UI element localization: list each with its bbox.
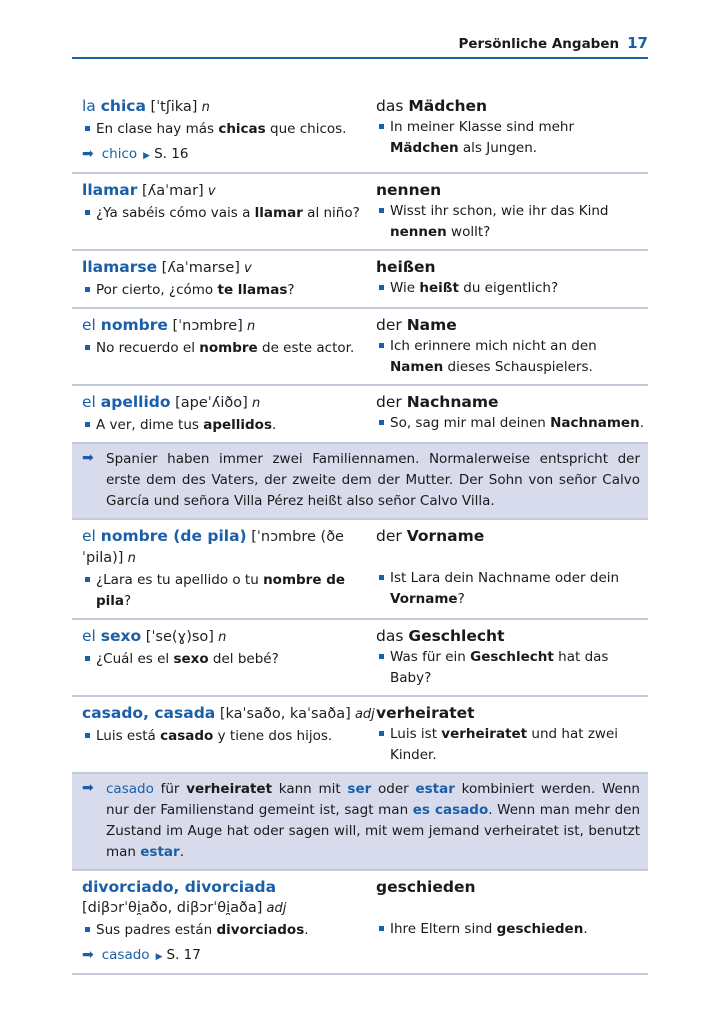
headword: llamarse (82, 258, 158, 276)
example-es: Luis está casado y tiene dos hijos. (82, 726, 376, 747)
cross-reference[interactable]: ➡ casado ▶ S. 17 (82, 947, 201, 963)
example-es: Por cierto, ¿cómo te llamas? (82, 280, 376, 301)
article-de: der (376, 316, 407, 334)
example-es: A ver, dime tus apellidos. (82, 415, 376, 436)
part-of-speech: n (247, 396, 261, 411)
pronunciation: [ʎaˈmarse] (157, 260, 240, 276)
arrow-right-icon: ➡ (82, 947, 94, 963)
headword-de: heißen (376, 258, 436, 276)
entry-chica (72, 90, 648, 174)
header-rule (72, 57, 648, 59)
article: el (82, 316, 101, 334)
example-de: Wie heißt du eigentlich? (376, 278, 644, 299)
headword-de: Vorname (406, 527, 485, 545)
example-es: Sus padres están divorciados. (82, 920, 376, 941)
pronunciation: [ˈnɔmbre (ðe ˈpila)] (82, 529, 344, 566)
cross-reference[interactable]: ➡ chico ▶ S. 16 (82, 146, 189, 162)
example-es: ¿Lara es tu apellido o tu nombre de pila? (82, 570, 376, 612)
part-of-speech: v (203, 184, 216, 199)
entry-nombre (72, 309, 648, 386)
entry-casado (72, 697, 648, 774)
example-es: ¿Ya sabéis cómo vais a llamar al niño? (82, 203, 376, 224)
headword: apellido (100, 393, 171, 411)
entry-apellido (72, 386, 648, 444)
article-de: der (376, 393, 407, 411)
example-de: In meiner Klasse sind mehr Mädchen als Jungen. (376, 117, 644, 159)
arrow-right-icon: ➡ (82, 780, 94, 796)
headword-de: Name (406, 316, 457, 334)
arrow-right-icon: ➡ (82, 146, 94, 162)
part-of-speech: adj (350, 707, 375, 722)
entry-llamar (72, 174, 648, 251)
example-de: So, sag mir mal deinen Nachnamen. (376, 413, 644, 434)
headword-de: Geschlecht (408, 627, 505, 645)
example-de: Ist Lara dein Nachname oder dein Vorname? (376, 568, 644, 610)
headword: casado, casada (82, 704, 216, 722)
entry-sexo (72, 620, 648, 697)
note-text: casado für verheiratet kann mit ser oder estar kombiniert werden. Wenn nur der Familienstand gemeint ist, sagt man es casado. Wenn man mehr den Zustand im Auge hat oder sagen will, mit wem jemand verheiratet ist, benutzt man estar. (106, 781, 640, 860)
pronunciation: [ˈnɔmbre] (167, 318, 243, 334)
page-number: 17 (627, 34, 648, 52)
entry-divorciado (72, 871, 648, 975)
example-de: Ich erinnere mich nicht an den Namen dieses Schauspielers. (376, 336, 644, 378)
info-note-casado (72, 774, 648, 871)
note-text: Spanier haben immer zwei Familiennamen. Normalerweise entspricht der erste dem des Vaters, der zweite dem der Mutter. Der Sohn von señor Calvo García und señora Villa Pérez heißt also señor Calvo Villa. (106, 451, 640, 509)
article: el (82, 627, 101, 645)
headword: sexo (100, 627, 142, 645)
triangle-right-icon: ▶ (143, 151, 151, 161)
article-de: das (376, 627, 409, 645)
headword-de: geschieden (376, 878, 476, 896)
arrow-right-icon: ➡ (82, 450, 94, 466)
article: el (82, 393, 101, 411)
vocabulary-list (72, 90, 648, 975)
headword-de: nennen (376, 181, 442, 199)
example-de: Was für ein Geschlecht hat das Baby? (376, 647, 644, 689)
headword: nombre (de pila) (100, 527, 247, 545)
part-of-speech: n (123, 551, 136, 566)
running-header (72, 34, 648, 56)
example-de: Luis ist verheiratet und hat zwei Kinder. (376, 724, 644, 766)
headword-de: Nachname (406, 393, 499, 411)
pronunciation: [ˈtʃika] (145, 99, 198, 115)
part-of-speech: adj (262, 901, 287, 916)
headword: chica (100, 97, 146, 115)
triangle-right-icon: ▶ (155, 952, 163, 962)
headword-de: Mädchen (408, 97, 488, 115)
part-of-speech: n (242, 319, 256, 334)
entry-nombre-de-pila (72, 520, 648, 620)
example-de: Wisst ihr schon, wie ihr das Kind nennen wollt? (376, 201, 644, 243)
article-de: das (376, 97, 409, 115)
section-title: Persönliche Angaben (458, 36, 620, 52)
info-note-apellido (72, 444, 648, 520)
example-es: ¿Cuál es el sexo del bebé? (82, 649, 376, 670)
headword: nombre (100, 316, 168, 334)
pronunciation: [ʎaˈmar] (137, 183, 204, 199)
part-of-speech: v (239, 261, 252, 276)
part-of-speech: n (197, 100, 210, 115)
part-of-speech: n (213, 630, 227, 645)
entry-llamarse (72, 251, 648, 309)
pronunciation: [diβɔrˈθi̯aðo, diβɔrˈθi̯aða] (82, 900, 263, 916)
article: el (82, 527, 101, 545)
pronunciation: [kaˈsaðo, kaˈsaða] (215, 706, 351, 722)
pronunciation: [ˈse(ɣ)so] (141, 629, 214, 645)
example-es: No recuerdo el nombre de este actor. (82, 338, 376, 359)
article: la (82, 97, 101, 115)
article-de: der (376, 527, 407, 545)
example-de: Ihre Eltern sind geschieden. (376, 919, 644, 940)
headword: divorciado, divorciada (82, 878, 277, 896)
example-es: En clase hay más chicas que chicos. (82, 119, 376, 140)
headword-de: verheiratet (376, 704, 475, 722)
pronunciation: [apeˈʎiðo] (170, 395, 248, 411)
headword: llamar (82, 181, 138, 199)
